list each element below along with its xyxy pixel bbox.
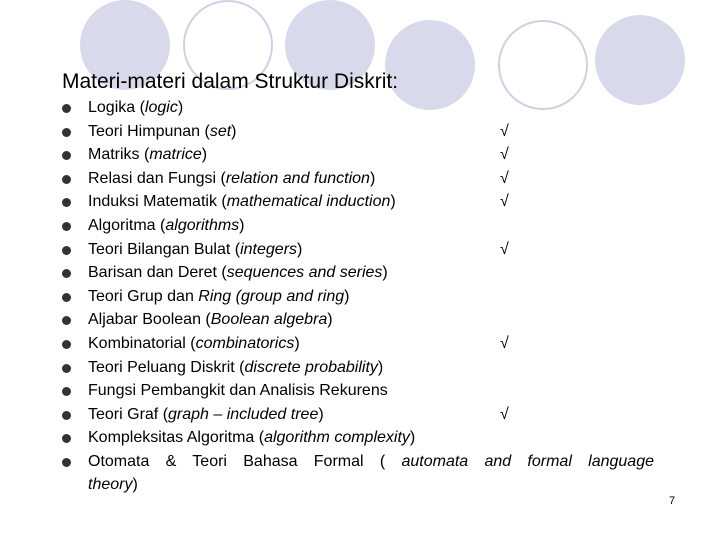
list-item [62,285,662,309]
list-item-text: Fungsi Pembangkit dan Analisis Rekurens [88,382,388,400]
list-item [62,308,662,332]
bullet-icon [62,151,71,160]
bullet-icon [62,340,71,349]
bullet-icon [62,198,71,207]
check-mark: √ [500,146,509,164]
bullet-icon [62,269,71,278]
list-item-text: Matriks (matrice) [88,146,208,164]
slide-title: Materi-materi dalam Struktur Diskrit: [62,70,399,93]
list-item [62,214,662,238]
list-item-text: Kombinatorial (combinatorics) [88,334,300,352]
list-item [62,403,662,427]
list-item [62,261,662,285]
check-mark: √ [500,193,509,211]
list-item [62,143,662,167]
list-item [62,379,662,403]
check-mark: √ [500,405,509,423]
list-item-text: Teori Peluang Diskrit (discrete probability) [88,358,384,376]
page-number: 7 [669,495,676,507]
list-item [62,450,662,498]
topic-list [62,96,662,498]
bullet-icon [62,458,71,467]
bullet-icon [62,104,71,113]
list-item-text: Kompleksitas Algoritma (algorithm complexity) [88,429,416,447]
list-item-text: Algoritma (algorithms) [88,216,245,234]
list-item-text: Aljabar Boolean (Boolean algebra) [88,311,333,329]
list-item [62,167,662,191]
bullet-icon [62,411,71,420]
bullet-icon [62,128,71,137]
list-item-text: Relasi dan Fungsi (relation and function) [88,169,376,187]
list-item-text: Teori Graf (graph – included tree) [88,405,324,423]
list-item-text: Induksi Matematik (mathematical induction) [88,193,396,211]
check-mark: √ [500,122,509,140]
list-item [62,190,662,214]
list-item [62,426,662,450]
list-item [62,332,662,356]
bullet-icon [62,316,71,325]
list-item-text: Teori Grup dan Ring (group and ring) [88,287,350,305]
bullet-icon [62,175,71,184]
list-item [62,356,662,380]
list-item-text: Barisan dan Deret (sequences and series) [88,264,388,282]
bullet-icon [62,364,71,373]
bullet-icon [62,293,71,302]
check-mark: √ [500,240,509,258]
list-item-text: Logika (logic) [88,99,184,116]
list-item [62,120,662,144]
bullet-icon [62,222,71,231]
list-item [62,238,662,262]
check-mark: √ [500,169,509,187]
bullet-icon [62,387,71,396]
list-item-text: Teori Bilangan Bulat (integers) [88,240,303,258]
list-item-text: Teori Himpunan (set) [88,122,237,140]
bullet-icon [62,434,71,443]
bullet-icon [62,246,71,255]
list-item-text: Otomata & Teori Bahasa Formal ( automata and formal language theory) [88,452,654,493]
deco-circle-6 [595,15,685,105]
list-item [62,96,662,120]
check-mark: √ [500,334,509,352]
